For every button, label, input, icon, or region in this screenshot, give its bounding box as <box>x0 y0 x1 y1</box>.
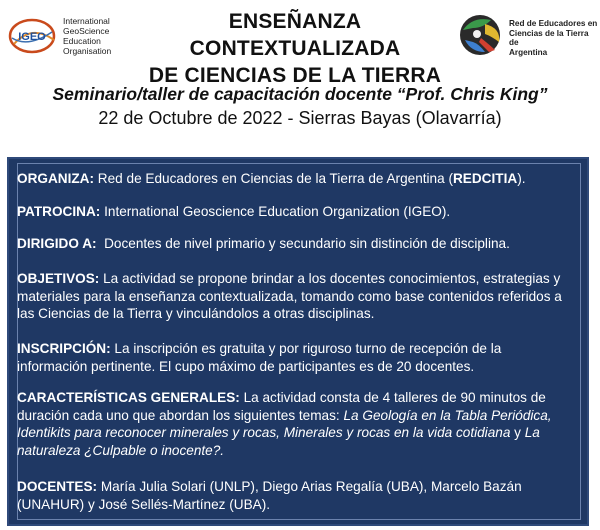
section-patrocina <box>17 203 575 221</box>
section-label: DOCENTES: <box>17 479 98 494</box>
section-text-end: ). <box>517 171 526 186</box>
section-connector: y <box>510 425 525 440</box>
section-topic-last: La naturaleza ¿Culpable o inocente?. <box>17 425 540 458</box>
page-title: ENSEÑANZA CONTEXTUALIZADA DE CIENCIAS DE LA TIERRA <box>148 10 442 87</box>
section-inscripcion <box>17 340 575 375</box>
section-objetivos <box>17 270 575 323</box>
section-label: OBJETIVOS: <box>17 271 100 286</box>
event-date-location: 22 de Octubre de 2022 - Sierras Bayas (Olavarría) <box>98 108 502 128</box>
igeo-logo <box>8 12 136 60</box>
section-topics: La Geología en la Tabla Periódica, Identikits para reconocer minerales y rocas, Minerales y rocas en la vida cotidiana <box>17 407 552 440</box>
section-text: La actividad se propone brindar a los docentes conocimientos, estrategias y materiales para la enseñanza contextualizada, tomando como base contenidos referidos a las Ciencias de la Tierra y vinculándolos a otras disciplinas. <box>17 271 562 321</box>
igeo-globe-icon <box>8 14 60 54</box>
info-panel <box>7 157 589 526</box>
section-text: María Julia Solari (UNLP), Diego Arias Regalía (UBA), Marcelo Bazán (UNAHUR) y José Sellés-Martínez (UBA). <box>17 479 522 512</box>
redcitia-logo-text: Red de Educadores en Ciencias de la Tierra de Argentina <box>509 19 598 57</box>
section-text: Red de Educadores en Ciencias de la Tierra de Argentina ( <box>94 171 453 186</box>
section-docentes <box>17 478 575 513</box>
section-text: International Geoscience Education Organization (IGEO). <box>100 204 451 219</box>
header <box>0 0 600 150</box>
redcitia-logo <box>455 12 600 60</box>
section-label: DIRIGIDO A: <box>17 236 97 251</box>
section-label: CARACTERÍSTICAS GENERALES: <box>17 390 240 405</box>
subtitle: Seminario/taller de capacitación docente “Prof. Chris King” <box>52 84 548 104</box>
section-text: La inscripción es gratuita y por riguroso turno de recepción de la información pertinente. El cupo máximo de participantes es de 20 docentes. <box>17 341 502 374</box>
section-label: ORGANIZA: <box>17 171 95 186</box>
section-organiza <box>17 170 575 188</box>
redcitia-emblem-icon <box>455 12 505 58</box>
section-caracteristicas <box>17 389 575 459</box>
svg-text:IGEO: IGEO <box>18 31 46 43</box>
igeo-logo-text: International GeoScience Education Organisation <box>63 16 112 56</box>
section-dirigido <box>17 235 575 253</box>
section-text-bold: REDCITIA <box>452 171 518 186</box>
section-text: Docentes de nivel primario y secundario sin distinción de disciplina. <box>96 236 510 251</box>
section-label: INSCRIPCIÓN: <box>17 341 111 356</box>
section-label: PATROCINA: <box>17 204 101 219</box>
section-text: La actividad consta de 4 talleres de 90 minutos de duración cada uno que abordan los siguientes temas: <box>17 390 546 423</box>
